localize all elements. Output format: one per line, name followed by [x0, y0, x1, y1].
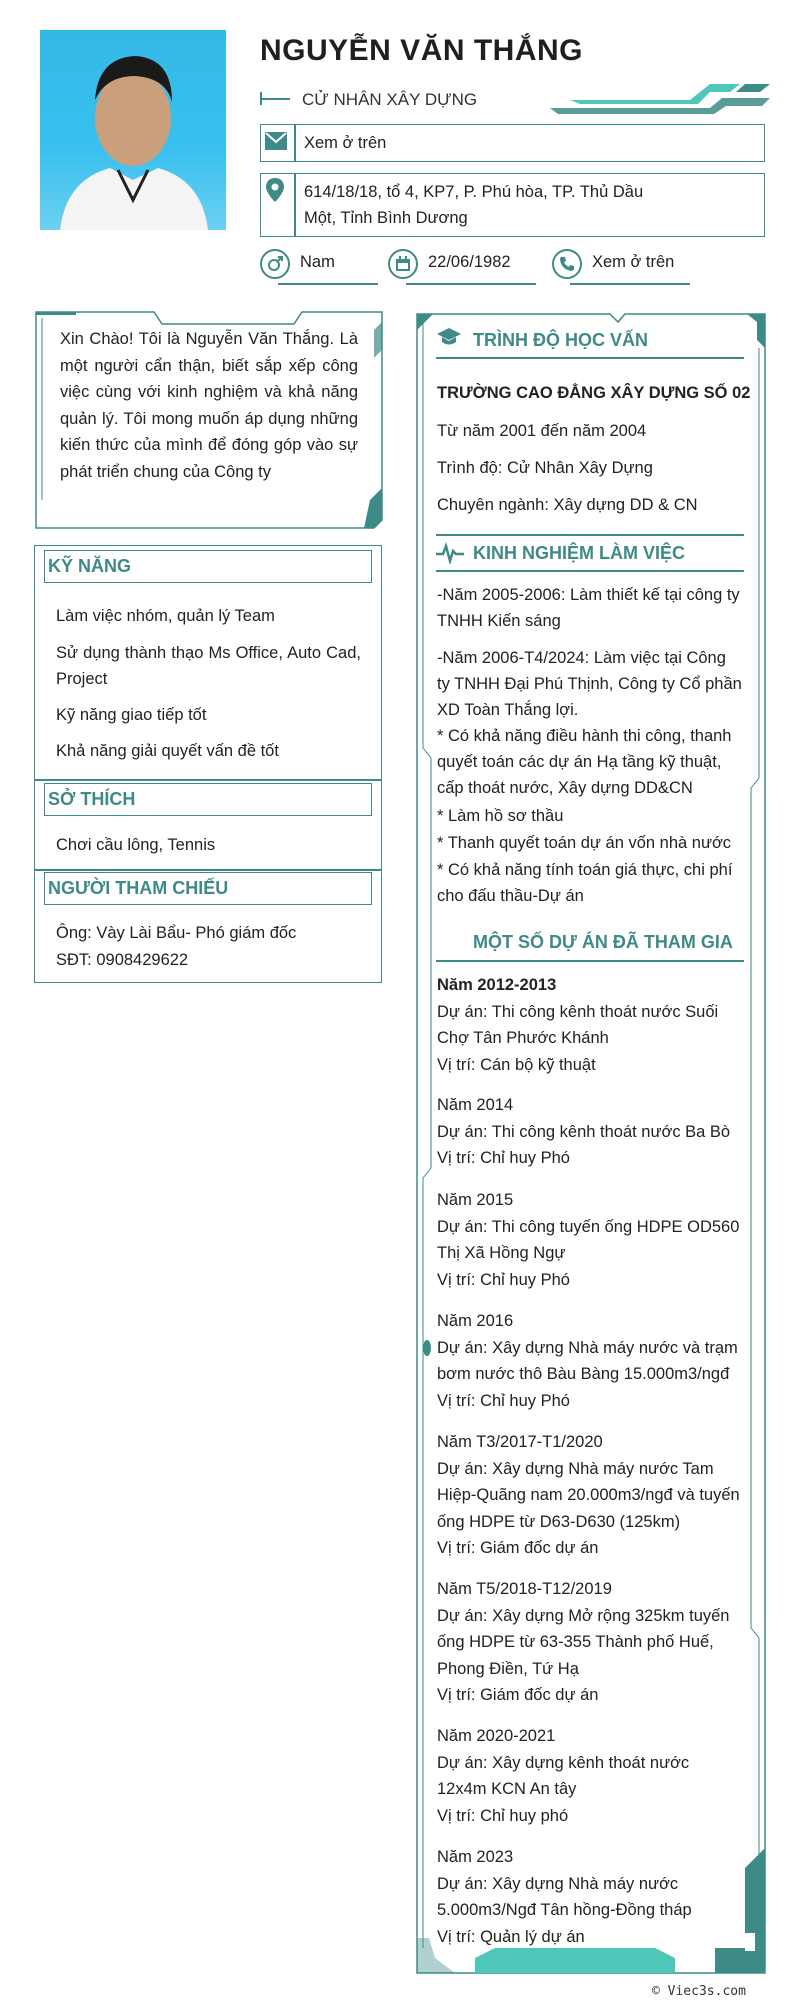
experience-job-2: -Năm 2006-T4/2024: Làm việc tại Công ty TNHH Đại Phú Thịnh, Công ty Cổ phần XD Toàn Thắng lợi.	[437, 649, 742, 719]
project-year: Năm 2020-2021	[437, 1727, 556, 1745]
email-value: Xem ở trên	[304, 134, 387, 152]
project-role: Vị trí: Cán bộ kỹ thuật	[437, 1055, 596, 1074]
profile-photo	[40, 30, 226, 230]
calendar-icon	[388, 249, 418, 279]
project-desc: Dự án: Xây dựng Nhà máy nước Tam Hiệp-Quãng nam 20.000m3/ngđ và tuyến ống HDPE từ D63-D630 (125km)	[437, 1459, 740, 1531]
project-role: Vị trí: Giám đốc dự án	[437, 1539, 599, 1557]
project-role: Vị trí: Giám đốc dự án	[437, 1686, 599, 1704]
projects-rule	[436, 960, 744, 962]
address-value: 614/18/18, tổ 4, KP7, P. Phú hòa, TP. Thủ Dầu Một, Tỉnh Bình Dương	[304, 183, 644, 227]
phone-underline	[570, 283, 690, 285]
project-year: Năm 2015	[437, 1191, 514, 1209]
reference-title: NGƯỜI THAM CHIẾU	[48, 878, 229, 898]
project-year: Năm 2023	[437, 1848, 514, 1866]
education-title: TRÌNH ĐỘ HỌC VẤN	[473, 330, 648, 350]
project-item	[437, 1723, 717, 1829]
birthday-underline	[406, 283, 536, 285]
project-desc: Dự án: Xây dựng Mở rộng 325km tuyến ống HDPE từ 63-355 Thành phố Huế, Phong Điền, Tứ Hạ	[437, 1606, 730, 1678]
project-item	[437, 1844, 717, 1950]
experience-bullet: * Thanh quyết toán dự án vốn nhà nước	[437, 834, 732, 852]
gender-value: Nam	[300, 253, 335, 271]
candidate-name: NGUYỄN VĂN THẮNG	[260, 34, 584, 67]
person-avatar-icon	[40, 30, 226, 230]
education-degree: Trình độ: Cử Nhân Xây Dựng	[437, 459, 653, 477]
pulse-icon	[436, 542, 464, 569]
skill-item: Kỹ năng giao tiếp tốt	[56, 706, 207, 724]
project-year: Năm 2016	[437, 1312, 514, 1330]
header-decoration	[540, 78, 770, 118]
project-item	[437, 972, 742, 1078]
graduation-cap-icon	[436, 326, 462, 353]
envelope-icon	[265, 132, 287, 154]
project-year: Năm T3/2017-T1/2020	[437, 1433, 603, 1451]
skill-item: Sử dụng thành thạo Ms Office, Auto Cad, Project	[56, 644, 361, 688]
project-role: Vị trí: Chỉ huy phó	[437, 1806, 569, 1825]
project-desc: Dự án: Thi công tuyến ống HDPE OD560 Thị Xã Hồng Ngự	[437, 1217, 740, 1262]
projects-title: MỘT SỐ DỰ ÁN ĐÃ THAM GIA	[473, 932, 733, 952]
hobbies-title: SỞ THÍCH	[48, 789, 136, 809]
title-line-tick	[260, 92, 262, 105]
reference-name: Ông: Vày Lài Bẩu- Phó giám đốc	[56, 924, 297, 942]
experience-bullet: * Có khả năng tính toán giá thực, chi phí cho đấu thầu-Dự án	[437, 861, 733, 905]
education-period: Từ năm 2001 đến năm 2004	[437, 422, 647, 440]
education-bottom-rule	[436, 534, 744, 536]
gender-icon	[260, 249, 290, 279]
skills-title: KỸ NĂNG	[48, 556, 132, 576]
project-role: Vị trí: Chỉ huy Phó	[437, 1270, 570, 1289]
project-role: Vị trí: Chỉ huy Phó	[437, 1149, 570, 1167]
project-role: Vị trí: Chỉ huy Phó	[437, 1391, 570, 1410]
experience-bullet: * Có khả năng điều hành thi công, thanh quyết toán các dự án Hạ tầng kỹ thuật, cấp thoát nước, Xây dựng DD&CN	[437, 727, 732, 797]
project-item	[437, 1187, 742, 1293]
address-divider	[294, 173, 296, 237]
project-desc: Dự án: Xây dựng Nhà máy nước 5.000m3/Ngđ Tân hồng-Đồng tháp	[437, 1874, 692, 1919]
skill-item: Làm việc nhóm, quản lý Team	[56, 607, 275, 625]
title-line	[260, 98, 290, 100]
project-year: Năm 2014	[437, 1096, 514, 1114]
education-major: Chuyên ngành: Xây dựng DD & CN	[437, 496, 698, 514]
project-item	[437, 1308, 742, 1414]
hobbies-text: Chơi cầu lông, Tennis	[56, 836, 216, 854]
project-year: Năm T5/2018-T12/2019	[437, 1580, 612, 1598]
project-role: Vị trí: Quản lý dự án	[437, 1927, 585, 1946]
project-item	[437, 1576, 742, 1709]
project-desc: Dự án: Thi công kênh thoát nước Ba Bò	[437, 1122, 731, 1141]
experience-rule	[436, 570, 744, 572]
phone-value: Xem ở trên	[592, 253, 675, 271]
project-year: Năm 2012-2013	[437, 976, 557, 994]
project-desc: Dự án: Xây dựng Nhà máy nước và trạm bơm nước thô Bàu Bàng 15.000m3/ngđ	[437, 1338, 738, 1383]
birthday-value: 22/06/1982	[428, 253, 511, 271]
experience-bullet: * Làm hồ sơ thầu	[437, 807, 564, 825]
project-item	[437, 1092, 742, 1172]
project-desc: Dự án: Xây dựng kênh thoát nước 12x4m KCN An tây	[437, 1753, 690, 1798]
project-desc: Dự án: Thi công kênh thoát nước Suối Chợ Tân Phước Khánh	[437, 1002, 719, 1047]
footer-credit: © Viec3s.com	[652, 1984, 746, 1999]
project-item	[437, 1429, 742, 1562]
education-rule	[436, 357, 744, 359]
experience-title: KINH NGHIỆM LÀM VIỆC	[473, 543, 686, 563]
email-divider	[294, 124, 296, 162]
experience-job-1: -Năm 2005-2006: Làm thiết kế tại công ty TNHH Kiến sáng	[437, 586, 740, 630]
reference-phone: SĐT: 0908429622	[56, 951, 189, 969]
location-pin-icon	[265, 178, 285, 207]
gender-underline	[278, 283, 378, 285]
job-title: CỬ NHÂN XÂY DỰNG	[302, 90, 478, 109]
phone-icon	[552, 249, 582, 279]
school-name: TRƯỜNG CAO ĐẲNG XÂY DỰNG SỐ 02	[437, 384, 751, 402]
skill-item: Khả năng giải quyết vấn đề tốt	[56, 742, 279, 760]
about-text: Xin Chào! Tôi là Nguyễn Văn Thắng. Là một người cẩn thận, biết sắp xếp công việc cùng với kinh nghiệm và khả năng quản lý. Tôi mong muốn áp dụng những kiến thức của mình để đóng góp vào sự phát triển chung của Công ty	[60, 330, 358, 481]
